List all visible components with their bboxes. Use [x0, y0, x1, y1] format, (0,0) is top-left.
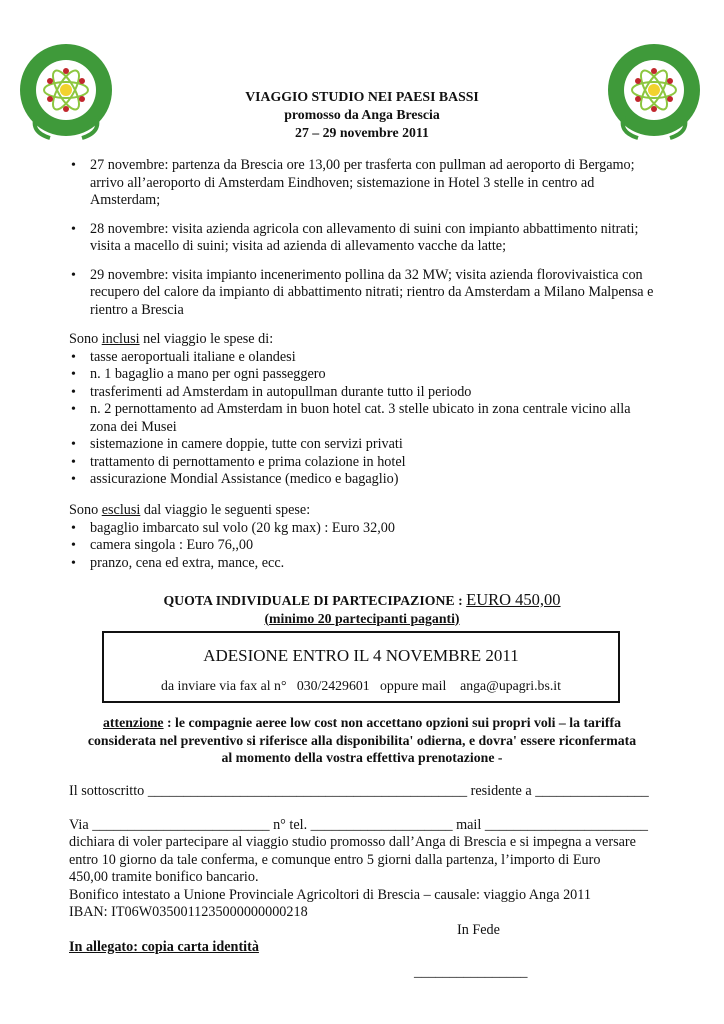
quota-section — [69, 591, 655, 627]
form-body-line: Bonifico intestato a Unione Provinciale Agricoltori di Brescia – causale: viaggio Anga 2011 — [69, 886, 591, 903]
contact-line: Via _________________________ n° tel. ____________________ mail _______________________ — [69, 816, 649, 833]
header-title: VIAGGIO STUDIO NEI PAESI BASSI — [245, 89, 479, 104]
adesione-contact: da inviare via fax al n° 030/2429601 oppure mail anga@upagri.bs.it — [161, 678, 561, 693]
itinerary-list — [69, 157, 655, 319]
anga-logo-right — [604, 38, 704, 148]
included-item: • n. 2 pernottamento ad Amsterdam in buon hotel cat. 3 stelle ubicato in zona centrale vicino alla zona dei Musei — [69, 401, 655, 436]
document-header — [120, 88, 604, 142]
included-item: • sistemazione in camere doppie, tutte con servizi privati — [69, 436, 655, 454]
quota-amount: EURO 450,00 — [466, 590, 561, 609]
itinerary-day-3: • 29 novembre: visita impianto incenerimento pollina da 32 MW; visita azienda florovivaistica con recupero del calore da impianto di abbattimento nitrati; rientro da Amsterdam a Milano Malpensa e rientro a Brescia — [69, 267, 655, 320]
adesione-title: ADESIONE ENTRO IL 4 NOVEMBRE 2011 — [203, 646, 519, 665]
via-field[interactable]: _________________________ — [92, 816, 270, 833]
warning-notice: attenzione : le compagnie aeree low cost non accettano opzioni sui propri voli – la tariffa considerata nel preventivo si riferisce alla disponibilita' odierna, e dovra' essere riconfermata al momento della vostra effettiva prenotazione - — [87, 715, 637, 765]
included-item: • tasse aeroportuali italiane e olandesi — [69, 349, 655, 367]
included-item: • assicurazione Mondial Assistance (medico e bagaglio) — [69, 471, 655, 489]
excluded-intro: Sono esclusi dal viaggio le seguenti spese: — [69, 502, 311, 518]
sottoscritto-line: Il sottoscritto _____________________________________________ residente a ________________ — [69, 783, 649, 799]
residente-field[interactable]: ________________ — [535, 783, 649, 799]
quota-minimum: (minimo 20 partecipanti paganti) — [264, 610, 460, 626]
fax-number: 030/2429601 — [296, 678, 370, 693]
header-promoter: promosso da Anga Brescia — [284, 107, 440, 122]
form-body-line: 450,00 tramite bonifico bancario. — [69, 869, 259, 885]
included-item: • n. 1 bagaglio a mano per ogni passeggero — [69, 366, 655, 384]
header-dates: 27 – 29 novembre 2011 — [295, 125, 429, 140]
itinerary-day-1: • 27 novembre: partenza da Brescia ore 13,00 per trasferta con pullman ad aeroporto di Bergamo; arrivo all’aeroporto di Amsterdam Eindhoven; sistemazione in Hotel 3 stelle in centro ad Amsterdam; — [69, 157, 655, 210]
form-body-line: dichiara di voler partecipare al viaggio studio promosso dall’Anga di Brescia e si impegna a versare — [69, 834, 636, 850]
excluded-section — [69, 502, 655, 572]
form-body-line: entro 10 giorno da tale conferma, e comunque entro 5 giorni dalla partenza, l’importo di Euro — [69, 851, 601, 868]
signature-field[interactable]: ________________ — [414, 963, 528, 980]
sottoscritto-field[interactable]: _____________________________________________ — [147, 783, 468, 799]
included-section — [69, 331, 655, 489]
in-fede: In Fede — [457, 921, 500, 938]
contact-email[interactable]: anga@upagri.bs.it — [460, 678, 561, 693]
allegato-note: In allegato: copia carta identità — [69, 939, 259, 955]
excluded-item: • camera singola : Euro 76,,00 — [69, 537, 655, 555]
adesione-box — [102, 631, 620, 703]
included-item: • trasferimenti ad Amsterdam in autopullman durante tutto il periodo — [69, 384, 655, 402]
subscription-form — [69, 783, 669, 981]
excluded-item: • bagaglio imbarcato sul volo (20 kg max) : Euro 32,00 — [69, 520, 655, 538]
tel-field[interactable]: ____________________ — [310, 816, 453, 833]
excluded-item: • pranzo, cena ed extra, mance, ecc. — [69, 555, 655, 573]
included-keyword: inclusi — [101, 331, 140, 347]
excluded-keyword: esclusi — [101, 502, 141, 518]
mail-field[interactable]: _______________________ — [484, 816, 649, 833]
anga-logo-left — [16, 38, 116, 148]
quota-line: QUOTA INDIVIDUALE DI PARTECIPAZIONE : EURO 450,00 — [163, 590, 561, 609]
iban-line: IBAN: IT06W0350011235000000000218 — [69, 904, 308, 920]
included-intro: Sono inclusi nel viaggio le spese di: — [69, 331, 274, 347]
itinerary-day-2: • 28 novembre: visita azienda agricola con allevamento di suini con impianto abbattimento nitrati; visita a macello di suini; visita ad azienda di allevamento vacche da latte; — [69, 221, 655, 256]
included-item: • trattamento di pernottamento e prima colazione in hotel — [69, 454, 655, 472]
warning-keyword: attenzione — [103, 715, 164, 730]
